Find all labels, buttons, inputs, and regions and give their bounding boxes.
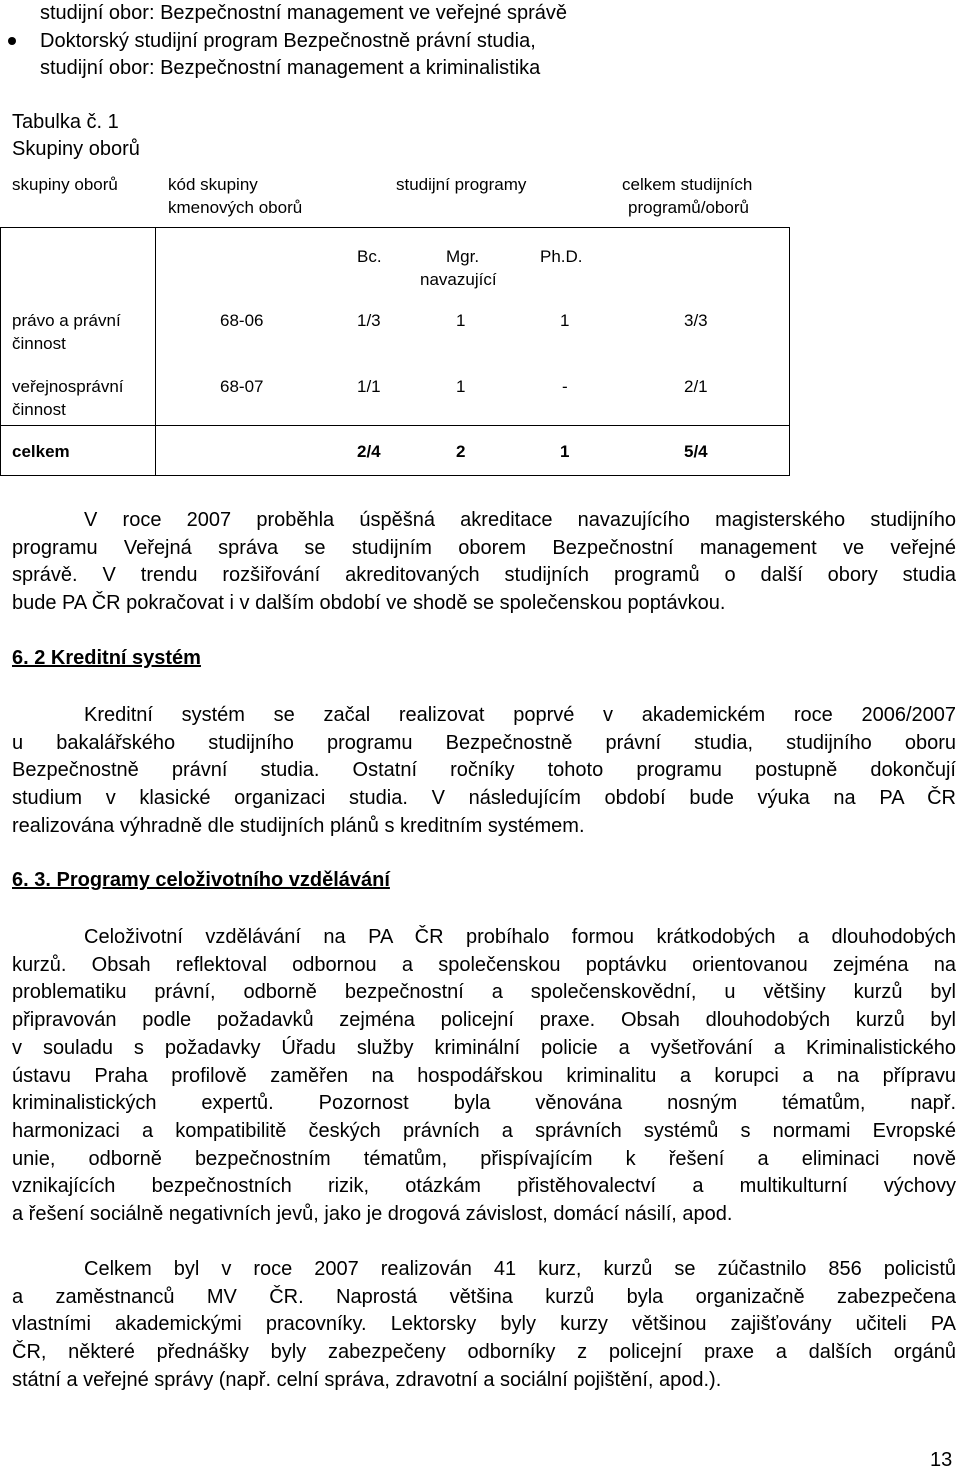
text-line: státní a veřejné správy (např. celní správa, zdravotní a sociální pojištění, apod.). [12, 1368, 722, 1391]
sub-header-mgr-l1: Mgr. [446, 247, 480, 266]
row1-mgr: 1 [456, 311, 466, 330]
section-heading-6-3: 6. 3. Programy celoživotního vzdělávání [12, 869, 390, 891]
text-line: připravován podle požadavků zejména policejní praxe. Obsah dlouhodobých kurzů byl [12, 1009, 956, 1032]
courses-summary-paragraph [12, 1256, 956, 1395]
text-line: unie, odborně bezpečnostním tématům, přispívajícím k řešení a eliminaci nově [12, 1147, 956, 1170]
table-caption-title: Skupiny oborů [12, 138, 140, 160]
row2-name-l2: činnost [12, 400, 66, 419]
total-mgr: 2 [456, 442, 466, 461]
text-line: vznikajících bezpečnostních rizik, otázkám přistěhovalectví a multikulturní výchovy [12, 1175, 956, 1198]
text-line: Celkem byl v roce 2007 realizován 41 kurz, kurzů se zúčastnilo 856 policistů [84, 1258, 956, 1280]
row2-bc: 1/1 [357, 377, 381, 396]
row1-code: 68-06 [220, 311, 264, 330]
page-number: 13 [930, 1449, 953, 1471]
total-bc: 2/4 [357, 442, 381, 461]
header-total-l2: programů/oborů [628, 198, 749, 217]
header-total-l1: celkem studijních [622, 175, 753, 194]
text-line: správě. V trendu rozšiřování akreditovaných studijních programů o další obory studia [12, 564, 956, 587]
text-line: ČR, některé přednášky byly zabezpečeny odborníky z policejní praxe a dalších orgánů [12, 1341, 956, 1364]
text-line: realizována výhradně dle studijních plánů s kreditním systémem. [12, 814, 585, 837]
row2-mgr: 1 [456, 377, 466, 396]
text-line: kriminalistických expertů. Pozornost byla věnována nosným tématům, např. [12, 1092, 956, 1115]
sub-header-bc: Bc. [357, 247, 382, 266]
list-item-doctoral-field: studijní obor: Bezpečnostní management a kriminalistika [40, 57, 541, 79]
header-code-l1: kód skupiny [168, 175, 258, 194]
row2-phd: - [562, 377, 568, 396]
row2-name-l1: veřejnosprávní [12, 377, 124, 396]
total-phd: 1 [560, 442, 570, 461]
credit-system-paragraph [12, 702, 956, 841]
row1-name-l2: činnost [12, 334, 66, 353]
text-line: harmonizaci a kompatibilitě českých právních a správních systémů s normami Evropské [12, 1119, 956, 1142]
section-heading-6-2: 6. 2 Kreditní systém [12, 647, 201, 669]
row1-bc: 1/3 [357, 311, 381, 330]
list-item-continuation: studijní obor: Bezpečnostní management ve veřejné správě [40, 2, 567, 24]
row1-phd: 1 [560, 311, 570, 330]
total-label: celkem [12, 442, 70, 461]
programs-table [0, 227, 790, 476]
header-programs: studijní programy [396, 175, 527, 194]
row2-total: 2/1 [684, 377, 708, 396]
sub-header-phd: Ph.D. [540, 247, 583, 266]
accreditation-paragraph [12, 507, 956, 618]
text-line: ústavu Praha profilově zaměřen na hospodářskou kriminalitu a korupci a na přípravu [12, 1064, 956, 1087]
text-line: a zaměstnanců MV ČR. Naprostá většina kurzů byla organizačně zabezpečena [12, 1285, 956, 1308]
text-line: problematiku právní, odborně bezpečnostní a společenskovědní, u většiny kurzů byl [12, 981, 956, 1004]
bullet-icon [8, 37, 16, 45]
text-line: V roce 2007 proběhla úspěšná akreditace navazujícího magisterského studijního [84, 509, 956, 531]
text-line: kurzů. Obsah reflektoval odbornou a společenskou poptávku orientovanou zejména na [12, 953, 956, 976]
text-line: bude PA ČR pokračovat i v dalším období ve shodě se společenskou poptávkou. [12, 592, 726, 615]
row1-name-l1: právo a právní [12, 311, 121, 330]
total-total: 5/4 [684, 442, 708, 461]
text-line: a řešení sociálně negativních jevů, jako je drogová závislost, domácí násilí, apod. [12, 1203, 733, 1226]
header-code-l2: kmenových oborů [168, 198, 303, 217]
sub-header-mgr-l2: navazující [420, 270, 497, 289]
table-caption-number: Tabulka č. 1 [12, 111, 119, 133]
row2-code: 68-07 [220, 377, 264, 396]
text-line: Celoživotní vzdělávání na PA ČR probíhalo formou krátkodobých a dlouhodobých [84, 926, 956, 948]
list-item-doctoral-program: Doktorský studijní program Bezpečnostně právní studia, [40, 30, 536, 52]
text-line: u bakalářského studijního programu Bezpečnostně právní studia, studijního oboru [12, 731, 956, 754]
text-line: studium v klasické organizaci studia. V následujícím období bude výuka na PA ČR [12, 787, 956, 810]
row1-total: 3/3 [684, 311, 708, 330]
text-line: Kreditní systém se začal realizovat poprvé v akademickém roce 2006/2007 [84, 704, 956, 726]
text-line: v souladu s požadavky Úřadu služby kriminální policie a vyšetřování a Kriminalistického [12, 1036, 956, 1059]
text-line: vlastními akademickými pracovníky. Lektorsky byly kurzy většinou zajišťovány učiteli PA [12, 1313, 956, 1336]
text-line: programu Veřejná správa se studijním oborem Bezpečnostní management ve veřejné [12, 536, 956, 559]
text-line: Bezpečnostně právní studia. Ostatní ročníky tohoto programu postupně dokončují [12, 759, 956, 782]
lifelong-learning-paragraph [12, 924, 956, 1229]
header-group: skupiny oborů [12, 175, 118, 194]
